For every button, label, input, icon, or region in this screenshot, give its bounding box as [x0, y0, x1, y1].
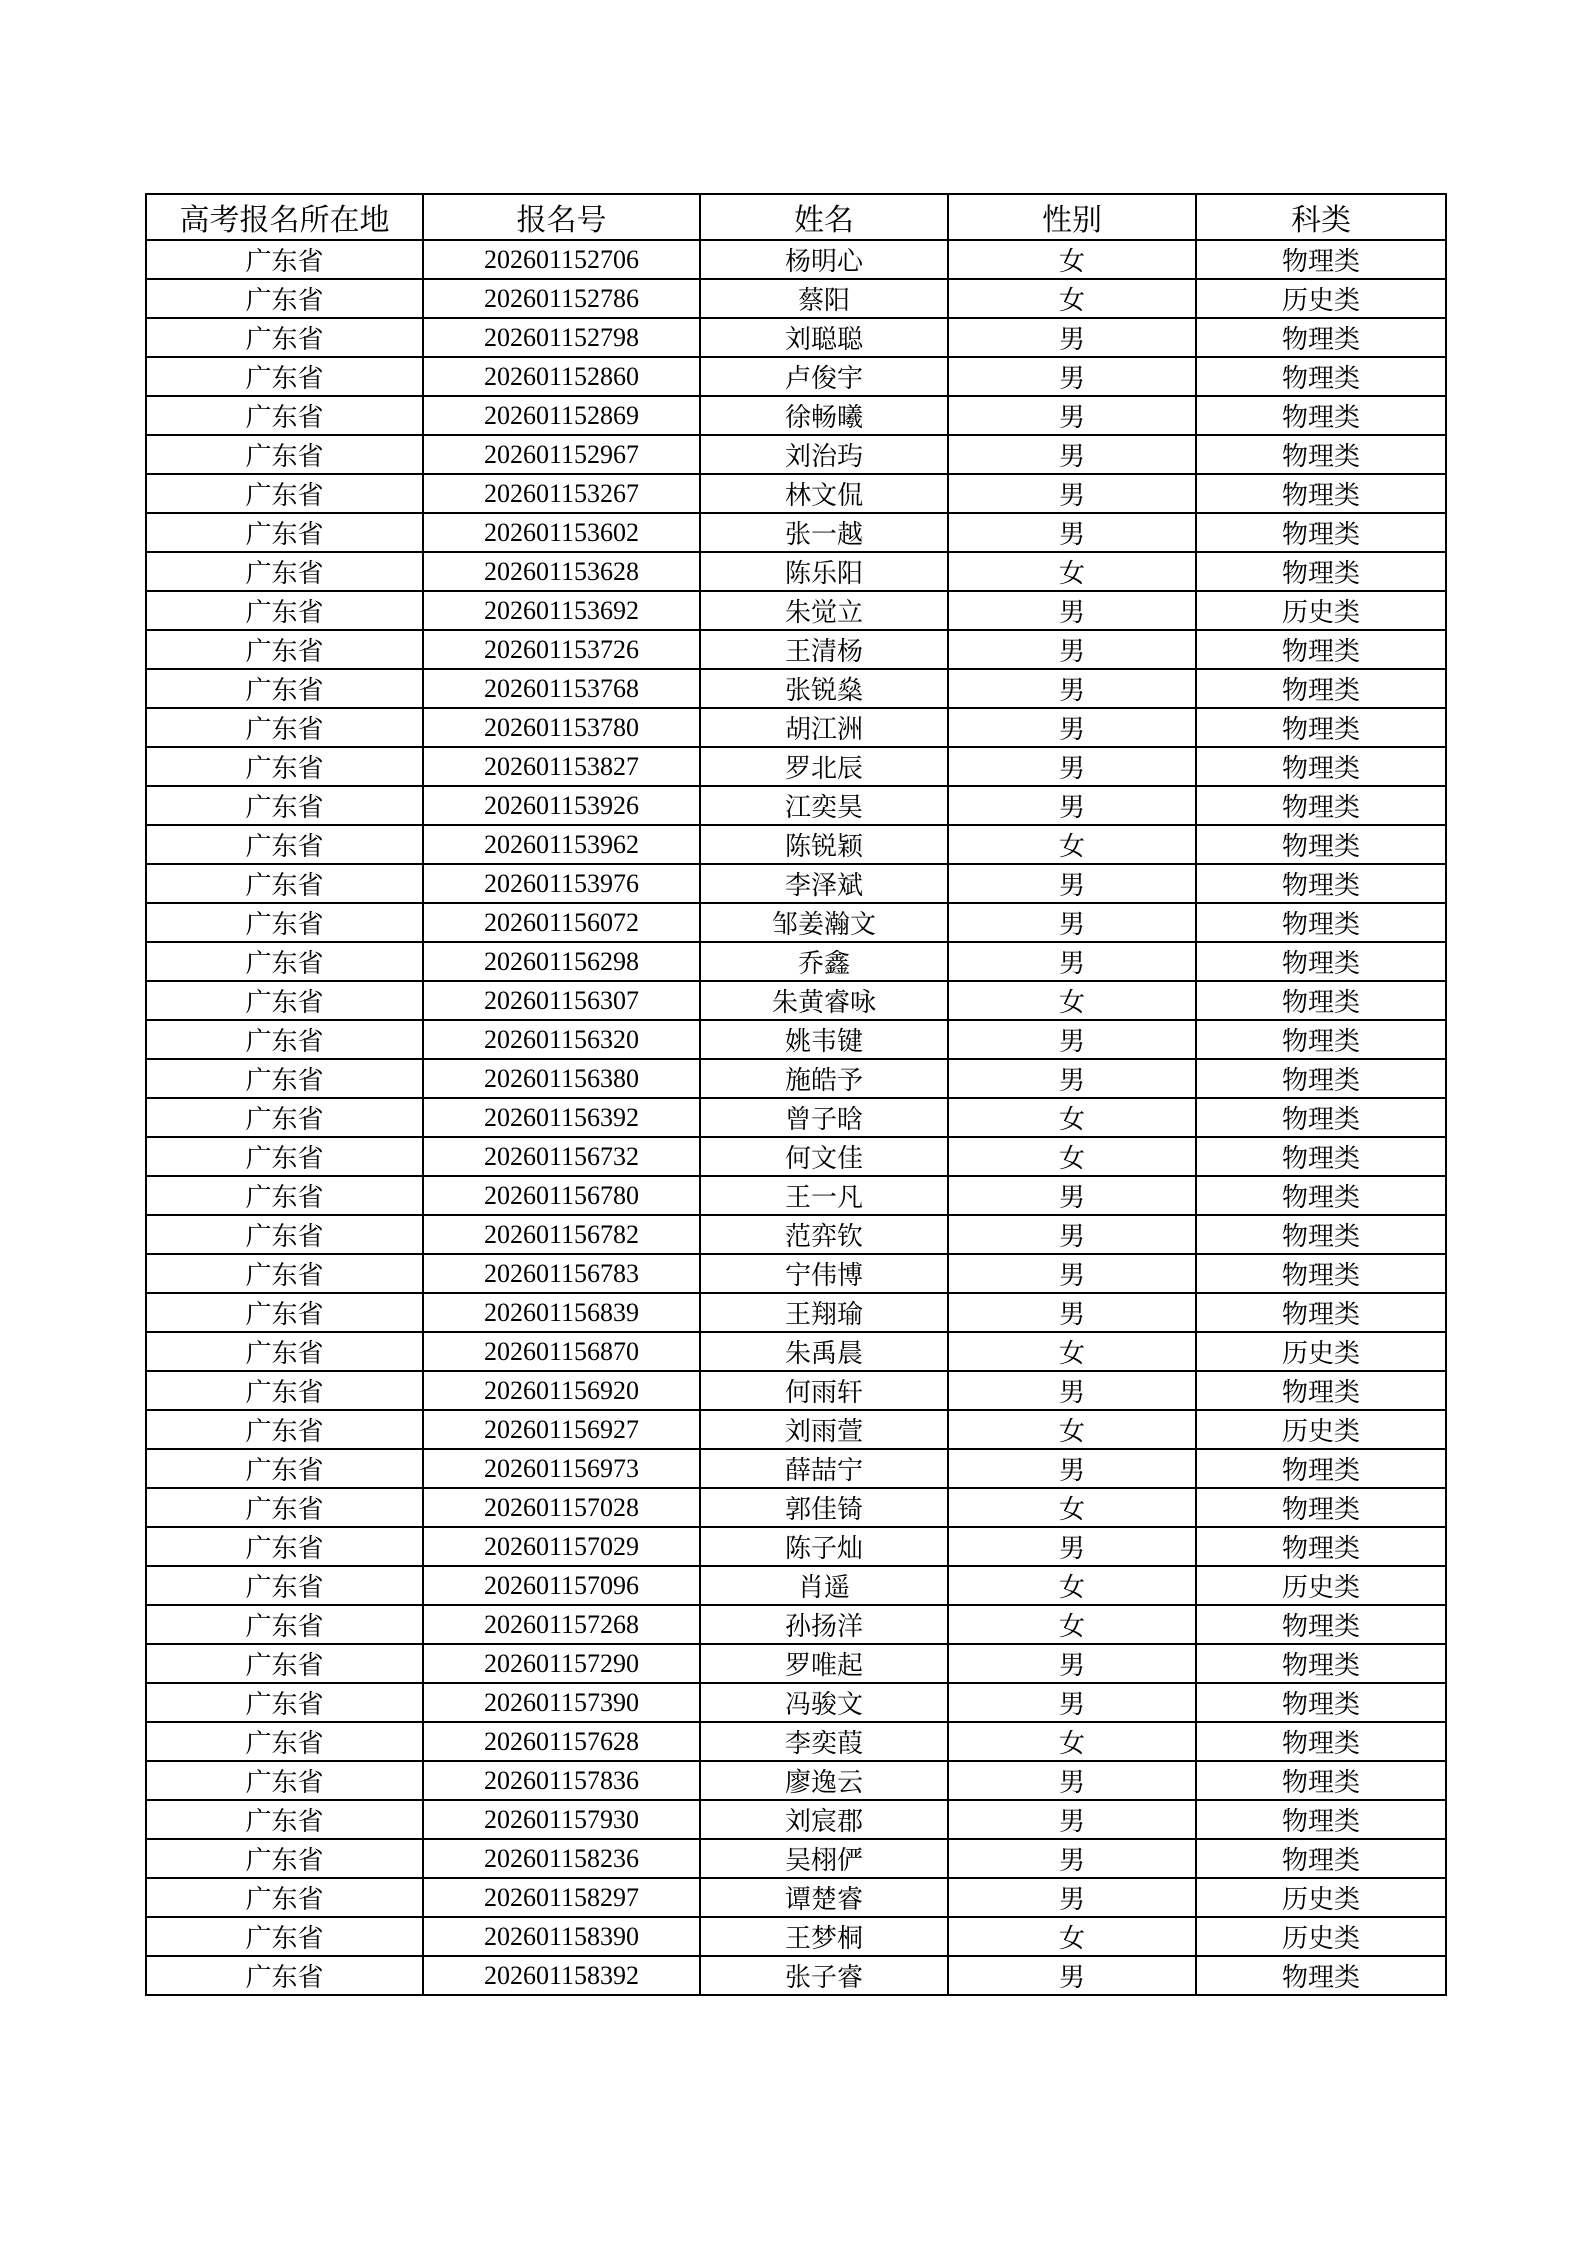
cell-subject-category: 物理类	[1196, 864, 1446, 903]
cell-subject-category: 物理类	[1196, 240, 1446, 279]
cell-registration-number: 202601153926	[423, 786, 700, 825]
cell-subject-category: 物理类	[1196, 1215, 1446, 1254]
table-row	[146, 708, 1446, 747]
cell-name: 徐畅曦	[700, 396, 948, 435]
cell-gender: 男	[948, 1527, 1196, 1566]
table-row	[146, 591, 1446, 630]
cell-location: 广东省	[146, 1722, 423, 1761]
table-row	[146, 1644, 1446, 1683]
cell-name: 陈乐阳	[700, 552, 948, 591]
table-row	[146, 1371, 1446, 1410]
cell-subject-category: 历史类	[1196, 1332, 1446, 1371]
cell-location: 广东省	[146, 1332, 423, 1371]
cell-registration-number: 202601153780	[423, 708, 700, 747]
cell-gender: 男	[948, 318, 1196, 357]
cell-gender: 男	[948, 1215, 1196, 1254]
table-row	[146, 1293, 1446, 1332]
cell-registration-number: 202601158392	[423, 1956, 700, 1995]
cell-location: 广东省	[146, 1215, 423, 1254]
table-row	[146, 1917, 1446, 1956]
cell-gender: 男	[948, 357, 1196, 396]
cell-registration-number: 202601157290	[423, 1644, 700, 1683]
cell-subject-category: 历史类	[1196, 1566, 1446, 1605]
cell-subject-category: 物理类	[1196, 1761, 1446, 1800]
cell-name: 王翔瑜	[700, 1293, 948, 1332]
cell-registration-number: 202601152869	[423, 396, 700, 435]
table-row	[146, 513, 1446, 552]
table-row	[146, 1410, 1446, 1449]
cell-location: 广东省	[146, 357, 423, 396]
cell-registration-number: 202601153827	[423, 747, 700, 786]
cell-location: 广东省	[146, 708, 423, 747]
cell-subject-category: 物理类	[1196, 981, 1446, 1020]
table-row	[146, 1176, 1446, 1215]
cell-name: 卢俊宇	[700, 357, 948, 396]
cell-subject-category: 物理类	[1196, 1098, 1446, 1137]
cell-subject-category: 历史类	[1196, 1410, 1446, 1449]
cell-subject-category: 物理类	[1196, 747, 1446, 786]
cell-location: 广东省	[146, 1137, 423, 1176]
cell-location: 广东省	[146, 1917, 423, 1956]
cell-name: 林文侃	[700, 474, 948, 513]
cell-name: 刘治玙	[700, 435, 948, 474]
table-row	[146, 1527, 1446, 1566]
cell-gender: 女	[948, 1410, 1196, 1449]
cell-location: 广东省	[146, 1527, 423, 1566]
cell-gender: 男	[948, 435, 1196, 474]
cell-name: 施皓予	[700, 1059, 948, 1098]
table-row	[146, 1137, 1446, 1176]
cell-gender: 女	[948, 279, 1196, 318]
cell-registration-number: 202601158390	[423, 1917, 700, 1956]
table-row	[146, 981, 1446, 1020]
cell-registration-number: 202601153628	[423, 552, 700, 591]
cell-location: 广东省	[146, 1683, 423, 1722]
cell-location: 广东省	[146, 279, 423, 318]
cell-name: 李奕葭	[700, 1722, 948, 1761]
cell-registration-number: 202601156839	[423, 1293, 700, 1332]
cell-location: 广东省	[146, 942, 423, 981]
cell-gender: 男	[948, 942, 1196, 981]
cell-registration-number: 202601152786	[423, 279, 700, 318]
cell-location: 广东省	[146, 1761, 423, 1800]
table-row	[146, 318, 1446, 357]
cell-name: 李泽斌	[700, 864, 948, 903]
cell-registration-number: 202601157096	[423, 1566, 700, 1605]
header-gender: 性别	[948, 194, 1196, 240]
table-row	[146, 396, 1446, 435]
cell-location: 广东省	[146, 1839, 423, 1878]
cell-gender: 男	[948, 1683, 1196, 1722]
header-registration-number: 报名号	[423, 194, 700, 240]
cell-registration-number: 202601153692	[423, 591, 700, 630]
cell-subject-category: 物理类	[1196, 1371, 1446, 1410]
cell-registration-number: 202601156307	[423, 981, 700, 1020]
table-row	[146, 1722, 1446, 1761]
cell-subject-category: 物理类	[1196, 1839, 1446, 1878]
cell-name: 王梦桐	[700, 1917, 948, 1956]
cell-name: 罗北辰	[700, 747, 948, 786]
cell-location: 广东省	[146, 1254, 423, 1293]
cell-gender: 男	[948, 474, 1196, 513]
cell-subject-category: 物理类	[1196, 1800, 1446, 1839]
cell-name: 乔鑫	[700, 942, 948, 981]
cell-subject-category: 物理类	[1196, 1137, 1446, 1176]
cell-registration-number: 202601152706	[423, 240, 700, 279]
table-row	[146, 825, 1446, 864]
table-header-row	[146, 194, 1446, 240]
cell-gender: 女	[948, 552, 1196, 591]
cell-registration-number: 202601157628	[423, 1722, 700, 1761]
cell-name: 张一越	[700, 513, 948, 552]
cell-gender: 女	[948, 1566, 1196, 1605]
table-row	[146, 1839, 1446, 1878]
cell-gender: 男	[948, 1293, 1196, 1332]
cell-location: 广东省	[146, 1371, 423, 1410]
cell-registration-number: 202601153726	[423, 630, 700, 669]
cell-location: 广东省	[146, 1410, 423, 1449]
table-row	[146, 1878, 1446, 1917]
cell-name: 范弈钦	[700, 1215, 948, 1254]
cell-subject-category: 物理类	[1196, 474, 1446, 513]
cell-subject-category: 物理类	[1196, 942, 1446, 981]
cell-name: 邹姜瀚文	[700, 903, 948, 942]
cell-subject-category: 物理类	[1196, 1956, 1446, 1995]
cell-name: 冯骏文	[700, 1683, 948, 1722]
cell-registration-number: 202601156920	[423, 1371, 700, 1410]
cell-name: 孙扬洋	[700, 1605, 948, 1644]
cell-registration-number: 202601156782	[423, 1215, 700, 1254]
table-row	[146, 1449, 1446, 1488]
cell-location: 广东省	[146, 318, 423, 357]
cell-subject-category: 历史类	[1196, 279, 1446, 318]
cell-location: 广东省	[146, 864, 423, 903]
cell-gender: 女	[948, 825, 1196, 864]
cell-subject-category: 物理类	[1196, 1020, 1446, 1059]
cell-subject-category: 物理类	[1196, 1488, 1446, 1527]
cell-registration-number: 202601157029	[423, 1527, 700, 1566]
cell-name: 何雨轩	[700, 1371, 948, 1410]
cell-location: 广东省	[146, 1449, 423, 1488]
cell-subject-category: 物理类	[1196, 1722, 1446, 1761]
cell-name: 吴栩俨	[700, 1839, 948, 1878]
cell-name: 谭楚睿	[700, 1878, 948, 1917]
cell-gender: 女	[948, 240, 1196, 279]
cell-name: 王一凡	[700, 1176, 948, 1215]
cell-registration-number: 202601158236	[423, 1839, 700, 1878]
cell-name: 朱黄睿咏	[700, 981, 948, 1020]
cell-subject-category: 物理类	[1196, 1605, 1446, 1644]
cell-registration-number: 202601156780	[423, 1176, 700, 1215]
cell-registration-number: 202601156380	[423, 1059, 700, 1098]
cell-subject-category: 物理类	[1196, 1449, 1446, 1488]
cell-registration-number: 202601156783	[423, 1254, 700, 1293]
cell-location: 广东省	[146, 825, 423, 864]
cell-registration-number: 202601153602	[423, 513, 700, 552]
cell-subject-category: 物理类	[1196, 1254, 1446, 1293]
table-row	[146, 1059, 1446, 1098]
header-subject-category: 科类	[1196, 194, 1446, 240]
cell-gender: 男	[948, 669, 1196, 708]
cell-registration-number: 202601153976	[423, 864, 700, 903]
cell-registration-number: 202601156870	[423, 1332, 700, 1371]
table-row	[146, 942, 1446, 981]
cell-location: 广东省	[146, 747, 423, 786]
cell-gender: 男	[948, 1176, 1196, 1215]
cell-registration-number: 202601152860	[423, 357, 700, 396]
cell-subject-category: 物理类	[1196, 1059, 1446, 1098]
cell-name: 刘聪聪	[700, 318, 948, 357]
cell-location: 广东省	[146, 1020, 423, 1059]
cell-name: 宁伟博	[700, 1254, 948, 1293]
cell-registration-number: 202601152798	[423, 318, 700, 357]
cell-subject-category: 物理类	[1196, 903, 1446, 942]
table-row	[146, 1098, 1446, 1137]
table-row	[146, 1761, 1446, 1800]
cell-subject-category: 物理类	[1196, 357, 1446, 396]
cell-name: 胡江洲	[700, 708, 948, 747]
cell-gender: 男	[948, 903, 1196, 942]
cell-subject-category: 物理类	[1196, 1176, 1446, 1215]
cell-registration-number: 202601157390	[423, 1683, 700, 1722]
cell-gender: 男	[948, 1020, 1196, 1059]
cell-subject-category: 物理类	[1196, 630, 1446, 669]
cell-gender: 男	[948, 1839, 1196, 1878]
cell-subject-category: 历史类	[1196, 591, 1446, 630]
cell-name: 江奕昊	[700, 786, 948, 825]
cell-name: 张锐燊	[700, 669, 948, 708]
cell-location: 广东省	[146, 1059, 423, 1098]
cell-registration-number: 202601156973	[423, 1449, 700, 1488]
cell-location: 广东省	[146, 435, 423, 474]
cell-subject-category: 物理类	[1196, 825, 1446, 864]
cell-name: 肖遥	[700, 1566, 948, 1605]
table-row	[146, 1800, 1446, 1839]
cell-subject-category: 物理类	[1196, 396, 1446, 435]
cell-name: 蔡阳	[700, 279, 948, 318]
cell-gender: 男	[948, 708, 1196, 747]
cell-gender: 男	[948, 1644, 1196, 1683]
cell-location: 广东省	[146, 552, 423, 591]
cell-gender: 男	[948, 396, 1196, 435]
cell-gender: 男	[948, 1254, 1196, 1293]
cell-subject-category: 历史类	[1196, 1878, 1446, 1917]
cell-subject-category: 物理类	[1196, 1293, 1446, 1332]
cell-location: 广东省	[146, 1176, 423, 1215]
table-row	[146, 630, 1446, 669]
cell-gender: 男	[948, 591, 1196, 630]
cell-registration-number: 202601156298	[423, 942, 700, 981]
cell-location: 广东省	[146, 513, 423, 552]
table-row	[146, 279, 1446, 318]
cell-name: 郭佳锜	[700, 1488, 948, 1527]
cell-gender: 男	[948, 1800, 1196, 1839]
cell-registration-number: 202601153768	[423, 669, 700, 708]
cell-location: 广东省	[146, 1956, 423, 1995]
cell-location: 广东省	[146, 981, 423, 1020]
cell-gender: 男	[948, 1449, 1196, 1488]
cell-registration-number: 202601158297	[423, 1878, 700, 1917]
cell-gender: 男	[948, 1956, 1196, 1995]
cell-subject-category: 物理类	[1196, 786, 1446, 825]
cell-location: 广东省	[146, 240, 423, 279]
cell-registration-number: 202601156072	[423, 903, 700, 942]
table-row	[146, 747, 1446, 786]
table-row	[146, 1488, 1446, 1527]
cell-subject-category: 物理类	[1196, 318, 1446, 357]
cell-gender: 女	[948, 981, 1196, 1020]
cell-location: 广东省	[146, 1800, 423, 1839]
table-row	[146, 903, 1446, 942]
cell-registration-number: 202601156320	[423, 1020, 700, 1059]
table-row	[146, 864, 1446, 903]
table-body	[146, 240, 1446, 1995]
table-row	[146, 669, 1446, 708]
cell-gender: 女	[948, 1098, 1196, 1137]
cell-location: 广东省	[146, 396, 423, 435]
table-row	[146, 1683, 1446, 1722]
cell-name: 罗唯起	[700, 1644, 948, 1683]
cell-name: 廖逸云	[700, 1761, 948, 1800]
cell-name: 陈锐颖	[700, 825, 948, 864]
cell-name: 薛喆宁	[700, 1449, 948, 1488]
table-row	[146, 435, 1446, 474]
cell-name: 何文佳	[700, 1137, 948, 1176]
cell-subject-category: 物理类	[1196, 708, 1446, 747]
cell-location: 广东省	[146, 1566, 423, 1605]
cell-gender: 男	[948, 630, 1196, 669]
cell-gender: 男	[948, 864, 1196, 903]
table-row	[146, 474, 1446, 513]
cell-registration-number: 202601157930	[423, 1800, 700, 1839]
cell-name: 朱觉立	[700, 591, 948, 630]
cell-gender: 男	[948, 1878, 1196, 1917]
cell-gender: 男	[948, 1371, 1196, 1410]
cell-registration-number: 202601156732	[423, 1137, 700, 1176]
cell-name: 刘宸郡	[700, 1800, 948, 1839]
cell-location: 广东省	[146, 1644, 423, 1683]
cell-gender: 女	[948, 1332, 1196, 1371]
table-row	[146, 1956, 1446, 1995]
table-row	[146, 1020, 1446, 1059]
table-row	[146, 357, 1446, 396]
cell-registration-number: 202601157836	[423, 1761, 700, 1800]
cell-gender: 女	[948, 1722, 1196, 1761]
cell-location: 广东省	[146, 474, 423, 513]
cell-name: 陈子灿	[700, 1527, 948, 1566]
table-row	[146, 240, 1446, 279]
cell-subject-category: 物理类	[1196, 552, 1446, 591]
cell-gender: 男	[948, 747, 1196, 786]
cell-subject-category: 物理类	[1196, 1683, 1446, 1722]
cell-name: 姚韦键	[700, 1020, 948, 1059]
cell-registration-number: 202601157268	[423, 1605, 700, 1644]
cell-name: 张子睿	[700, 1956, 948, 1995]
cell-registration-number: 202601153962	[423, 825, 700, 864]
cell-location: 广东省	[146, 1605, 423, 1644]
cell-location: 广东省	[146, 591, 423, 630]
header-registration-location: 高考报名所在地	[146, 194, 423, 240]
cell-gender: 女	[948, 1917, 1196, 1956]
table-row	[146, 1215, 1446, 1254]
cell-subject-category: 物理类	[1196, 1527, 1446, 1566]
cell-gender: 女	[948, 1137, 1196, 1176]
cell-registration-number: 202601152967	[423, 435, 700, 474]
cell-registration-number: 202601153267	[423, 474, 700, 513]
table-row	[146, 1566, 1446, 1605]
cell-subject-category: 物理类	[1196, 435, 1446, 474]
cell-name: 刘雨萱	[700, 1410, 948, 1449]
cell-subject-category: 历史类	[1196, 1917, 1446, 1956]
admission-list-table	[145, 193, 1447, 1996]
cell-subject-category: 物理类	[1196, 1644, 1446, 1683]
table-row	[146, 1332, 1446, 1371]
cell-location: 广东省	[146, 1488, 423, 1527]
cell-subject-category: 物理类	[1196, 513, 1446, 552]
table-row	[146, 552, 1446, 591]
cell-registration-number: 202601156392	[423, 1098, 700, 1137]
cell-gender: 男	[948, 513, 1196, 552]
cell-location: 广东省	[146, 903, 423, 942]
cell-gender: 男	[948, 1059, 1196, 1098]
cell-location: 广东省	[146, 630, 423, 669]
table-row	[146, 1254, 1446, 1293]
cell-registration-number: 202601156927	[423, 1410, 700, 1449]
cell-gender: 男	[948, 786, 1196, 825]
table-row	[146, 786, 1446, 825]
cell-gender: 女	[948, 1488, 1196, 1527]
cell-location: 广东省	[146, 1098, 423, 1137]
cell-name: 王清杨	[700, 630, 948, 669]
cell-gender: 男	[948, 1761, 1196, 1800]
cell-registration-number: 202601157028	[423, 1488, 700, 1527]
cell-location: 广东省	[146, 669, 423, 708]
cell-location: 广东省	[146, 1878, 423, 1917]
cell-gender: 女	[948, 1605, 1196, 1644]
table-row	[146, 1605, 1446, 1644]
cell-subject-category: 物理类	[1196, 669, 1446, 708]
cell-location: 广东省	[146, 786, 423, 825]
header-name: 姓名	[700, 194, 948, 240]
cell-name: 曾子晗	[700, 1098, 948, 1137]
cell-name: 杨明心	[700, 240, 948, 279]
cell-name: 朱禹晨	[700, 1332, 948, 1371]
cell-location: 广东省	[146, 1293, 423, 1332]
